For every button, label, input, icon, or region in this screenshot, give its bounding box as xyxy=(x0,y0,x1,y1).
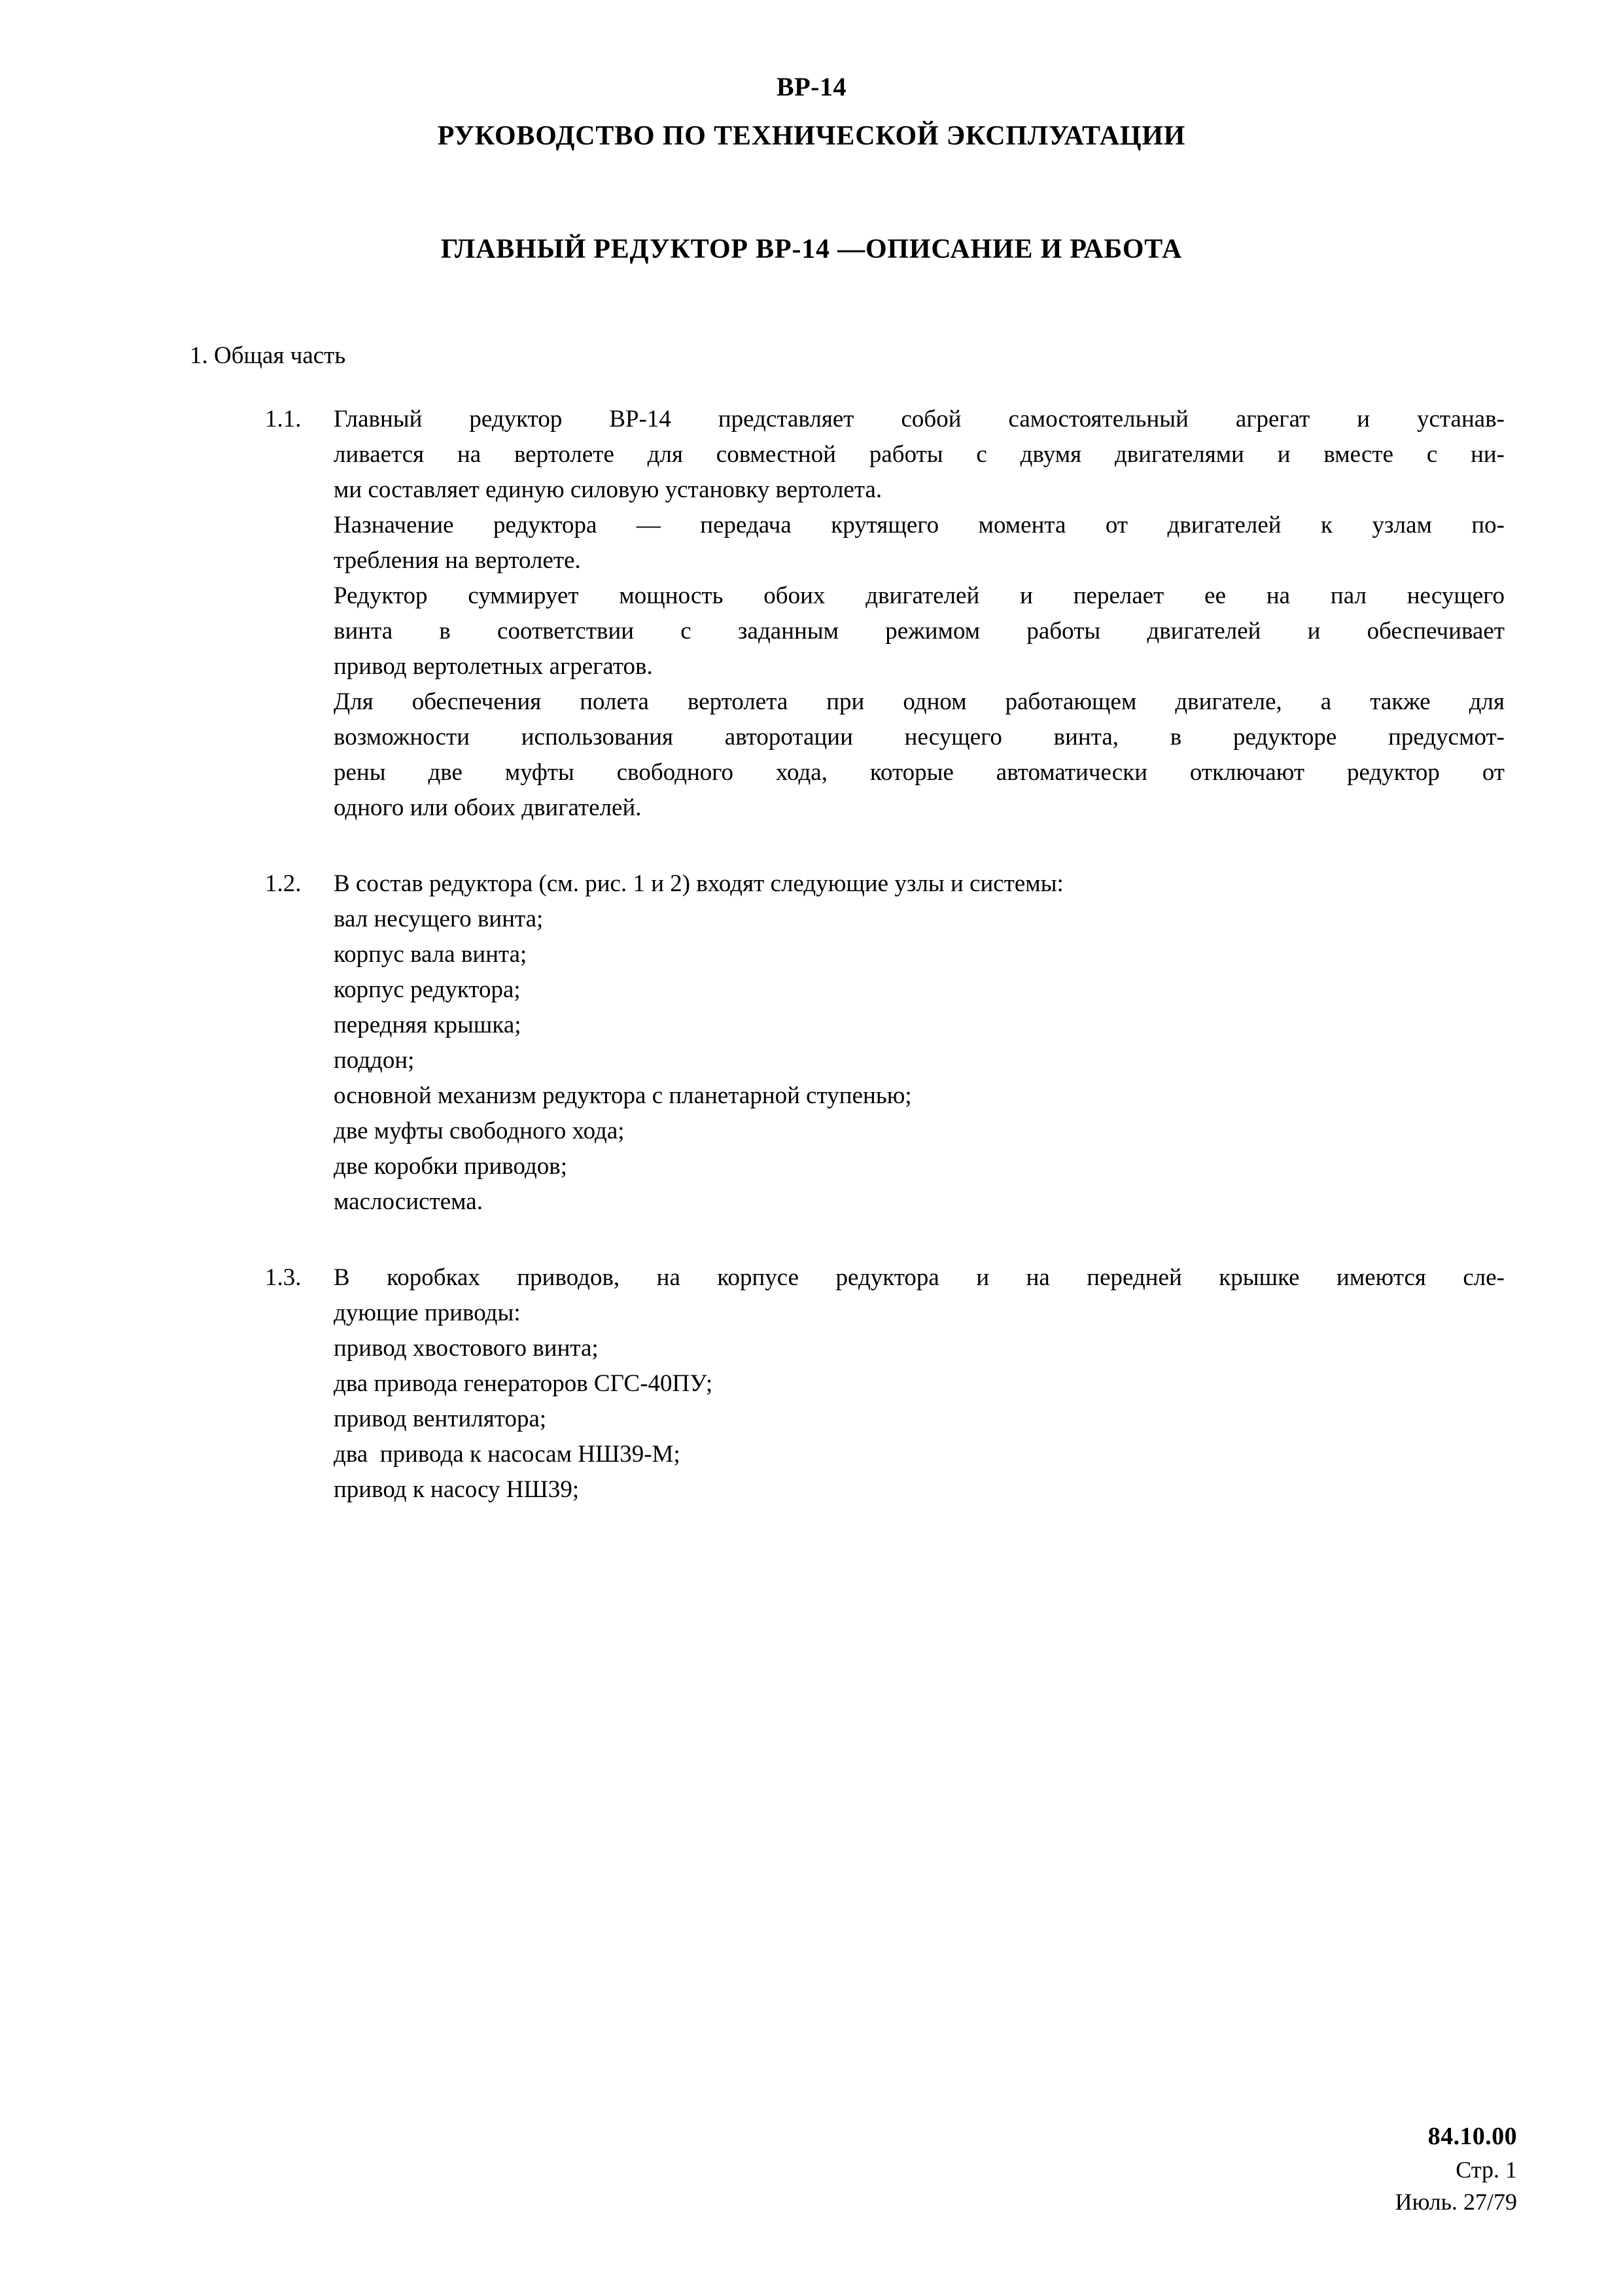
manual-title: РУКОВОДСТВО ПО ТЕХНИЧЕСКОЙ ЭКСПЛУАТАЦИИ xyxy=(437,121,1186,151)
clause-line: ми составляет единую силовую установку вертолета. xyxy=(334,476,882,504)
clause-line: винта в соответствии с заданным режимом работы двигателей и обеспечивает xyxy=(334,618,1505,645)
footer-document-number: 84.10.00 xyxy=(1427,2123,1517,2151)
list-item: привод к насосу НШ39; xyxy=(334,1476,580,1504)
clause-1-2 xyxy=(265,866,1623,1220)
list-item: вал несущего винта; xyxy=(334,906,544,933)
document-footer xyxy=(1395,2119,1517,2219)
subject-title: ГЛАВНЫЙ РЕДУКТОР ВР-14 —ОПИСАНИЕ И РАБОТА xyxy=(440,234,1183,264)
document-code: ВР-14 xyxy=(777,72,846,101)
clause-line: возможности использования авторотации несущего винта, в редукторе предусмот- xyxy=(334,724,1505,751)
clause-line: Назначение редуктора — передача крутящего момента от двигателей к узлам по- xyxy=(334,512,1505,539)
list-item: корпус вала винта; xyxy=(334,941,527,968)
clause-number: 1.3. xyxy=(265,1264,302,1292)
clause-line: В коробках приводов, на корпусе редуктора и на передней крышке имеются сле- xyxy=(334,1264,1505,1292)
clause-text xyxy=(334,402,1505,826)
list-item: привод вентилятора; xyxy=(334,1405,547,1433)
list-item: маслосистема. xyxy=(334,1188,483,1216)
clause-text xyxy=(334,866,1505,1220)
list-item: корпус редуктора; xyxy=(334,976,521,1004)
section-heading: 1. Общая часть xyxy=(190,342,346,369)
clause-line: рены две муфты свободного хода, которые автоматически отключают редуктор от xyxy=(334,759,1505,786)
list-item: основной механизм редуктора с планетарной ступенью; xyxy=(334,1082,912,1110)
clause-text xyxy=(334,1260,1505,1508)
document-header xyxy=(0,71,1623,154)
clause-1-1 xyxy=(265,402,1623,826)
clause-number: 1.2. xyxy=(265,870,302,898)
clause-line: Редуктор суммирует мощность обоих двигателей и перелает ее на пал несущего xyxy=(334,582,1505,610)
list-item: две коробки приводов; xyxy=(334,1153,568,1180)
document-body xyxy=(0,340,1623,1508)
list-item: привод хвостового винта; xyxy=(334,1335,599,1362)
footer-date: Июль. 27/79 xyxy=(1395,2189,1517,2216)
clause-line: одного или обоих двигателей. xyxy=(334,794,642,822)
clause-line: Главный редуктор ВР-14 представляет собой самостоятельный агрегат и устанав- xyxy=(334,406,1505,433)
clause-line: Для обеспечения полета вертолета при одном работающем двигателе, а также для xyxy=(334,688,1505,716)
clause-line: дующие приводы: xyxy=(334,1299,521,1327)
clause-line: привод вертолетных агрегатов. xyxy=(334,653,653,680)
footer-page-number: Стр. 1 xyxy=(1456,2156,1517,2183)
list-item: две муфты свободного хода; xyxy=(334,1118,625,1145)
list-item: передняя крышка; xyxy=(334,1012,521,1039)
clause-line: ливается на вертолете для совместной работы с двумя двигателями и вместе с ни- xyxy=(334,441,1505,468)
list-item: два привода генераторов СГС-40ПУ; xyxy=(334,1370,713,1398)
list-item: два привода к насосам НШ39-М; xyxy=(334,1441,680,1468)
clause-1-3 xyxy=(265,1260,1623,1508)
list-item: поддон; xyxy=(334,1047,415,1074)
clause-line: требления на вертолете. xyxy=(334,547,581,574)
clause-line: В состав редуктора (см. рис. 1 и 2) входят следующие узлы и системы: xyxy=(334,870,1064,898)
clause-number: 1.1. xyxy=(265,406,302,433)
